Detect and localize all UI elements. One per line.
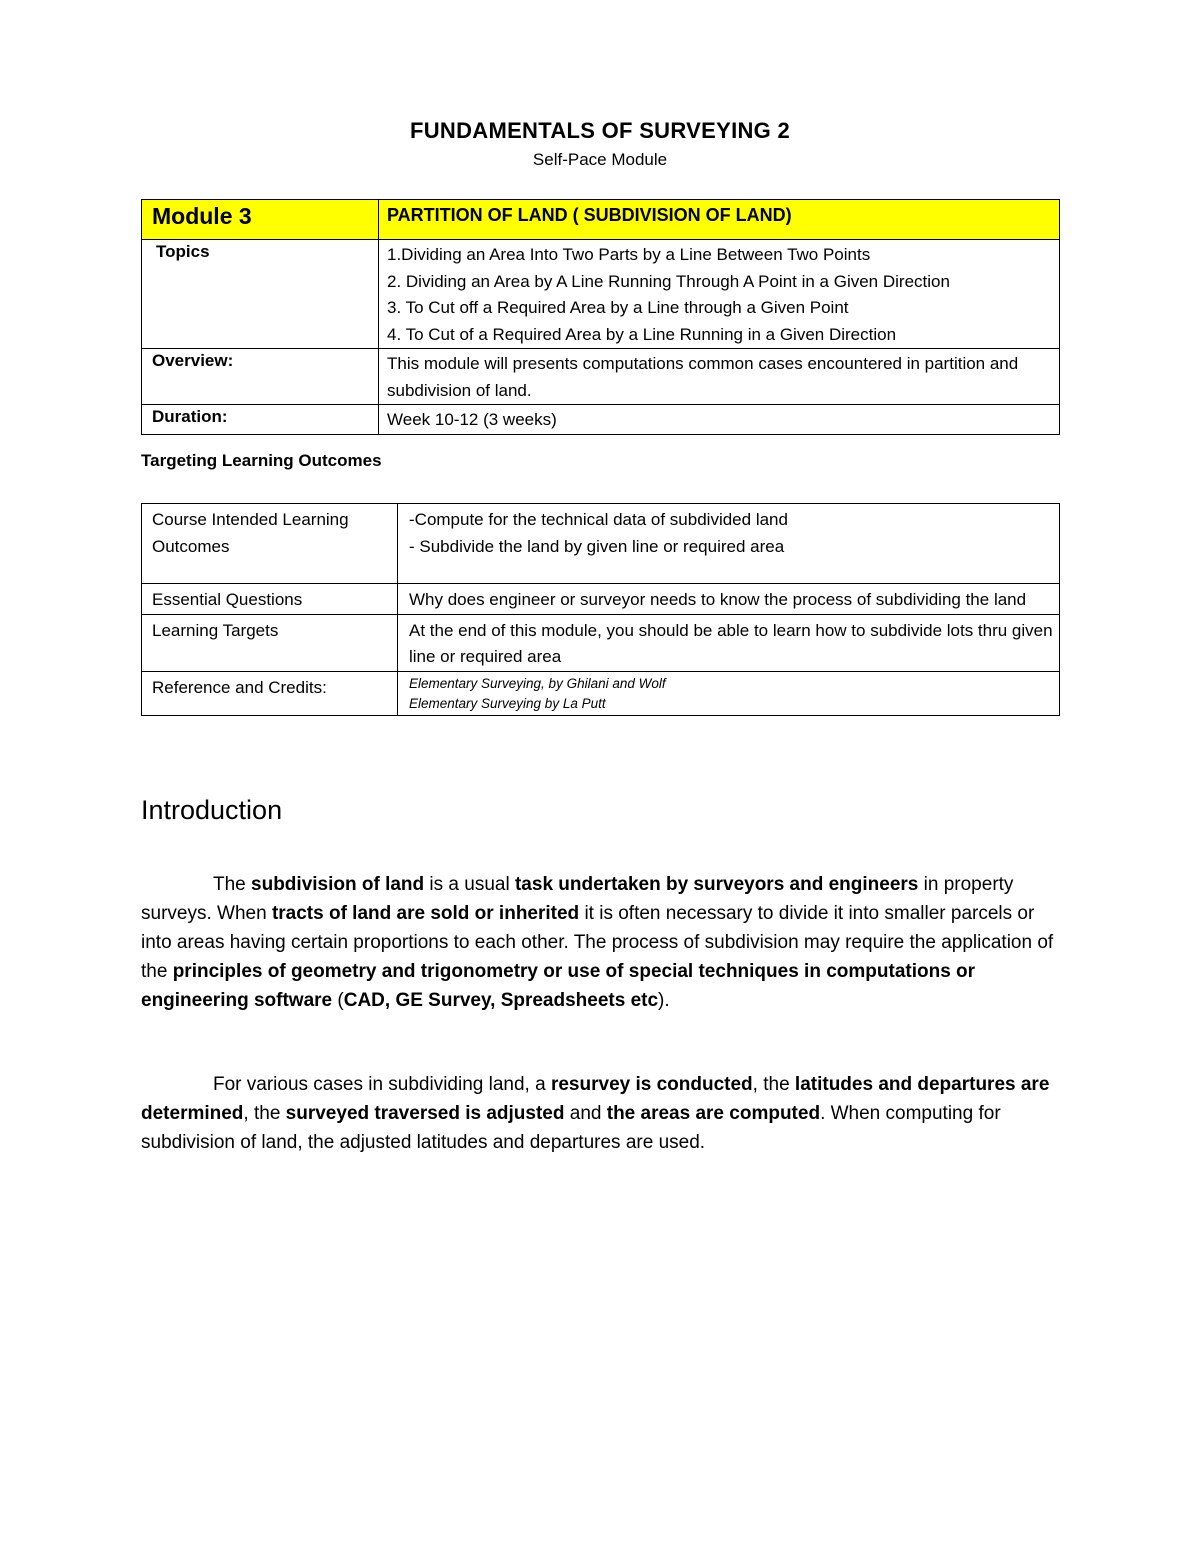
introduction-paragraph-2 (141, 1070, 1061, 1157)
references-value (398, 671, 1060, 715)
topics-label: Topics (142, 240, 379, 349)
introduction-heading: Introduction (141, 795, 283, 825)
topic-item: 4. To Cut of a Required Area by a Line Running in a Given Direction (387, 324, 897, 344)
topics-row (142, 240, 1060, 349)
cilo-row (142, 504, 1060, 584)
topic-item: 1.Dividing an Area Into Two Parts by a Line Between Two Points (387, 245, 871, 264)
references-row (142, 671, 1060, 715)
topic-item: 2. Dividing an Area by A Line Running Through A Point in a Given Direction (387, 271, 950, 291)
cilo-value (398, 504, 1060, 584)
emphasis-text: latitudes and departures are determined (141, 1074, 1050, 1124)
emphasis-text: task undertaken by surveyors and engineers (514, 874, 919, 895)
emphasis-text: subdivision of land (251, 874, 425, 895)
learning-targets-row (142, 614, 1060, 671)
references-label: Reference and Credits: (142, 671, 398, 715)
duration-value: Week 10-12 (3 weeks) (379, 405, 1060, 435)
text-run: The (213, 874, 252, 895)
learning-targets-label: Learning Targets (142, 614, 398, 671)
text-run: and (564, 1103, 607, 1124)
text-run: ( (332, 990, 344, 1011)
text-run: , the (243, 1103, 286, 1124)
document-subtitle: Self-Pace Module (532, 150, 668, 169)
outcomes-heading: Targeting Learning Outcomes (141, 451, 382, 470)
module-info-table (141, 199, 1060, 435)
emphasis-text: principles of geometry and trigonometry or use of special techniques in computations or engineering software (141, 961, 976, 1011)
emphasis-text: surveyed traversed is adjusted (285, 1103, 565, 1124)
cilo-line: -Compute for the technical data of subdivided land (409, 510, 788, 529)
essential-questions-label: Essential Questions (142, 584, 398, 615)
module-header-row (142, 200, 1060, 240)
text-run: it is often necessary to divide it into smaller parcels or into areas having certain proportions to each other. The process of subdivision may require the application of the (141, 903, 1054, 982)
duration-label: Duration: (142, 405, 379, 435)
topic-item: 3. To Cut off a Required Area by a Line through a Given Point (387, 298, 849, 317)
emphasis-text: tracts of land are sold or inherited (271, 903, 580, 924)
text-run: ). (658, 990, 670, 1011)
introduction-paragraph-1 (141, 870, 1061, 1015)
document-title: FUNDAMENTALS OF SURVEYING 2 (409, 118, 791, 143)
learning-targets-value: At the end of this module, you should be able to learn how to subdivide lots thru given line or required area (398, 614, 1060, 671)
reference-item: Elementary Surveying, by Ghilani and Wolf (409, 675, 666, 691)
cilo-label: Course Intended Learning Outcomes (142, 504, 398, 584)
emphasis-text: resurvey is conducted (550, 1074, 753, 1095)
text-run: For various cases in subdividing land, a (213, 1074, 551, 1095)
emphasis-text: CAD, GE Survey, Spreadsheets etc (343, 990, 659, 1011)
overview-row (142, 349, 1060, 405)
topics-list (379, 240, 1060, 349)
duration-row (142, 405, 1060, 435)
module-title: PARTITION OF LAND ( SUBDIVISION OF LAND) (379, 200, 1060, 240)
overview-label: Overview: (142, 349, 379, 405)
outcomes-table (141, 503, 1060, 716)
text-run: in property surveys. When (141, 874, 1014, 924)
reference-item: Elementary Surveying by La Putt (409, 695, 606, 711)
text-run: . When computing for subdivision of land, the adjusted latitudes and departures are used. (141, 1103, 1001, 1153)
module-number: Module 3 (142, 200, 379, 240)
cilo-line: - Subdivide the land by given line or required area (409, 536, 785, 556)
essential-questions-row (142, 584, 1060, 615)
text-run: , the (752, 1074, 795, 1095)
text-run: is a usual (424, 874, 515, 895)
emphasis-text: the areas are computed (606, 1103, 821, 1124)
overview-text: This module will presents computations common cases encountered in partition and subdivision of land. (379, 349, 1060, 405)
essential-questions-value: Why does engineer or surveyor needs to know the process of subdividing the land (398, 584, 1060, 615)
